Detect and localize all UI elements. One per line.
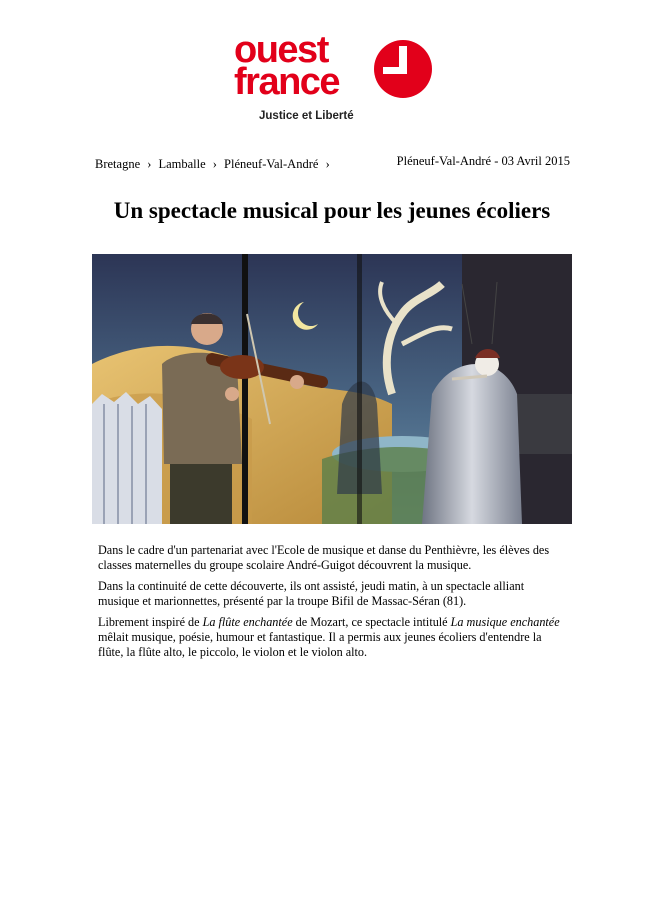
article-paragraph-1: Dans le cadre d'un partenariat avec l'Ecole de musique et danse du Penthièvre, les élèves des classes maternelles du groupe scolaire André-Guigot découvrent la musique. (98, 543, 550, 572)
breadcrumb-separator: › (212, 156, 218, 171)
article-title: Un spectacle musical pour les jeunes écoliers (113, 198, 551, 223)
logo-line-1: ouest (234, 29, 328, 71)
paragraph-3-text-middle: de Mozart, ce spectacle intitulé (292, 615, 451, 629)
paragraph-3-text-start: Librement inspiré de (98, 615, 203, 629)
breadcrumb-item-pleneuf[interactable]: Pléneuf-Val-André (224, 156, 319, 171)
article-photo (92, 254, 572, 524)
logo-circle-icon (374, 40, 432, 98)
article-paragraph-2: Dans la continuité de cette découverte, ils ont assisté, jeudi matin, à un spectacle alliant musique et marionnettes, présenté par la troupe Bifil de Massac-Séran (81). (98, 579, 525, 608)
show-title-musique-enchantee: La musique enchantée (450, 615, 560, 629)
breadcrumb-item-bretagne[interactable]: Bretagne (95, 156, 141, 171)
breadcrumb-item-lamballe[interactable]: Lamballe (158, 156, 206, 171)
logo-wordmark (234, 29, 340, 103)
breadcrumb (95, 156, 337, 172)
logo-tagline: Justice et Liberté (259, 110, 354, 122)
article-dateline: Pléneuf-Val-André - 03 Avril 2015 (396, 154, 570, 168)
paragraph-3-text-end: mêlait musique, poésie, humour et fantastique. Il a permis aux jeunes écoliers d'entendre la flûte, la flûte alto, le piccolo, le violon et le violon alto. (98, 630, 542, 659)
article-photo-illustration (92, 254, 572, 524)
article-body (98, 543, 568, 666)
logo-line-2: france (234, 61, 340, 103)
article-paragraph-3 (98, 615, 568, 660)
breadcrumb-separator: › (147, 156, 152, 171)
work-title-flute-enchantee: La flûte enchantée (202, 615, 293, 629)
ouest-france-logo[interactable] (232, 29, 438, 130)
breadcrumb-separator: › (325, 156, 330, 171)
